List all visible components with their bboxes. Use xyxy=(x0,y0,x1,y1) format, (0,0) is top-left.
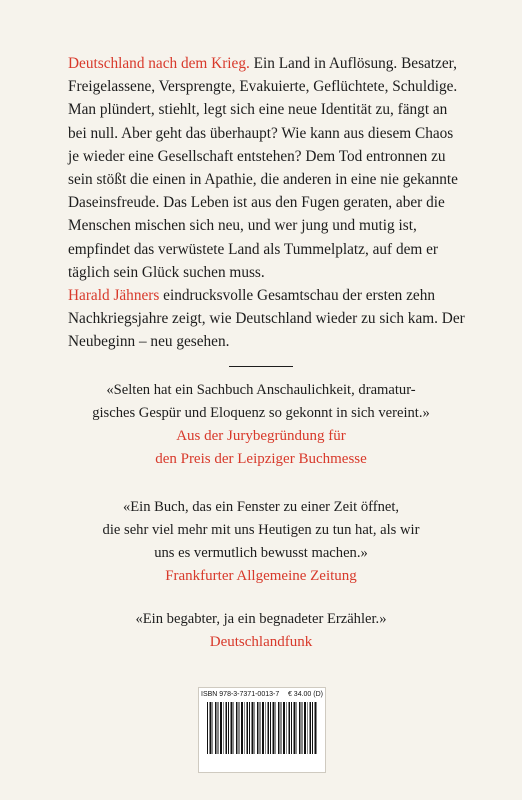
quote-source: Frankfurter Allgemeine Zeitung xyxy=(165,568,357,584)
quote-jury xyxy=(40,379,482,471)
quote-line: die sehr viel mehr mit uns Heutigen zu tun hat, als wir xyxy=(102,522,420,538)
quote-line: uns es vermutlich bewusst machen.» xyxy=(154,545,368,561)
divider xyxy=(229,366,293,367)
quote-line: «Selten hat ein Sachbuch Anschaulichkeit, dramatur- xyxy=(106,382,416,398)
barcode-digit-strip xyxy=(203,756,321,768)
quote-line: «Ein Buch, das ein Fenster zu einer Zeit öffnet, xyxy=(122,499,400,515)
quote-line: «Ein begabter, ja ein begnadeter Erzähler.» xyxy=(135,611,387,627)
isbn-line xyxy=(201,691,323,699)
quote-faz xyxy=(40,496,482,588)
author-name: Harald Jähners xyxy=(68,287,160,305)
blurb xyxy=(68,52,468,354)
quote-line: gisches Gespür und Eloquenz so gekonnt in sich vereint.» xyxy=(92,405,430,421)
blurb-paragraph-2 xyxy=(68,284,468,354)
quote-source: Aus der Jurybegründung für xyxy=(176,428,346,444)
price-label: € 34.00 (D) xyxy=(287,691,323,698)
barcode xyxy=(198,687,326,773)
barcode-bars xyxy=(207,702,317,754)
quote-source: den Preis der Leipziger Buchmesse xyxy=(155,451,367,467)
blurb-paragraph-1 xyxy=(68,52,468,284)
blurb-outro: eindrucksvolle Gesamtschau der ersten zehn Nachkriegsjahre zeigt, wie Deutschland wieder zu sich kam. Der Neubeginn – neu gesehen. xyxy=(68,287,465,351)
quote-source: Deutschlandfunk xyxy=(209,634,313,650)
isbn-number: ISBN 978-3-7371-0013-7 xyxy=(201,691,280,698)
quote-deutschlandfunk xyxy=(40,608,482,654)
blurb-intro: Ein Land in Auflösung. Besatzer, Freigelassene, Versprengte, Evakuierte, Geflüchtete, Schuldige. Man plündert, stiehlt, legt sich eine neue Identität zu, fängt an bei null. Aber geht das überhaupt? Wie kann aus diesem Chaos je wieder eine Gesellschaft entstehen? Dem Tod entronnen zu sein stößt die einen in Apathie, die anderen in eine nie gekannte Daseinsfreude. Das Leben ist aus den Fugen geraten, aber die Menschen mischen sich neu, und wer jung und mutig ist, empfindet das verwüstete Land als Tummelplatz, auf dem er täglich sein Glück suchen muss. xyxy=(68,55,458,281)
blurb-lead: Deutschland nach dem Krieg. xyxy=(68,55,250,72)
